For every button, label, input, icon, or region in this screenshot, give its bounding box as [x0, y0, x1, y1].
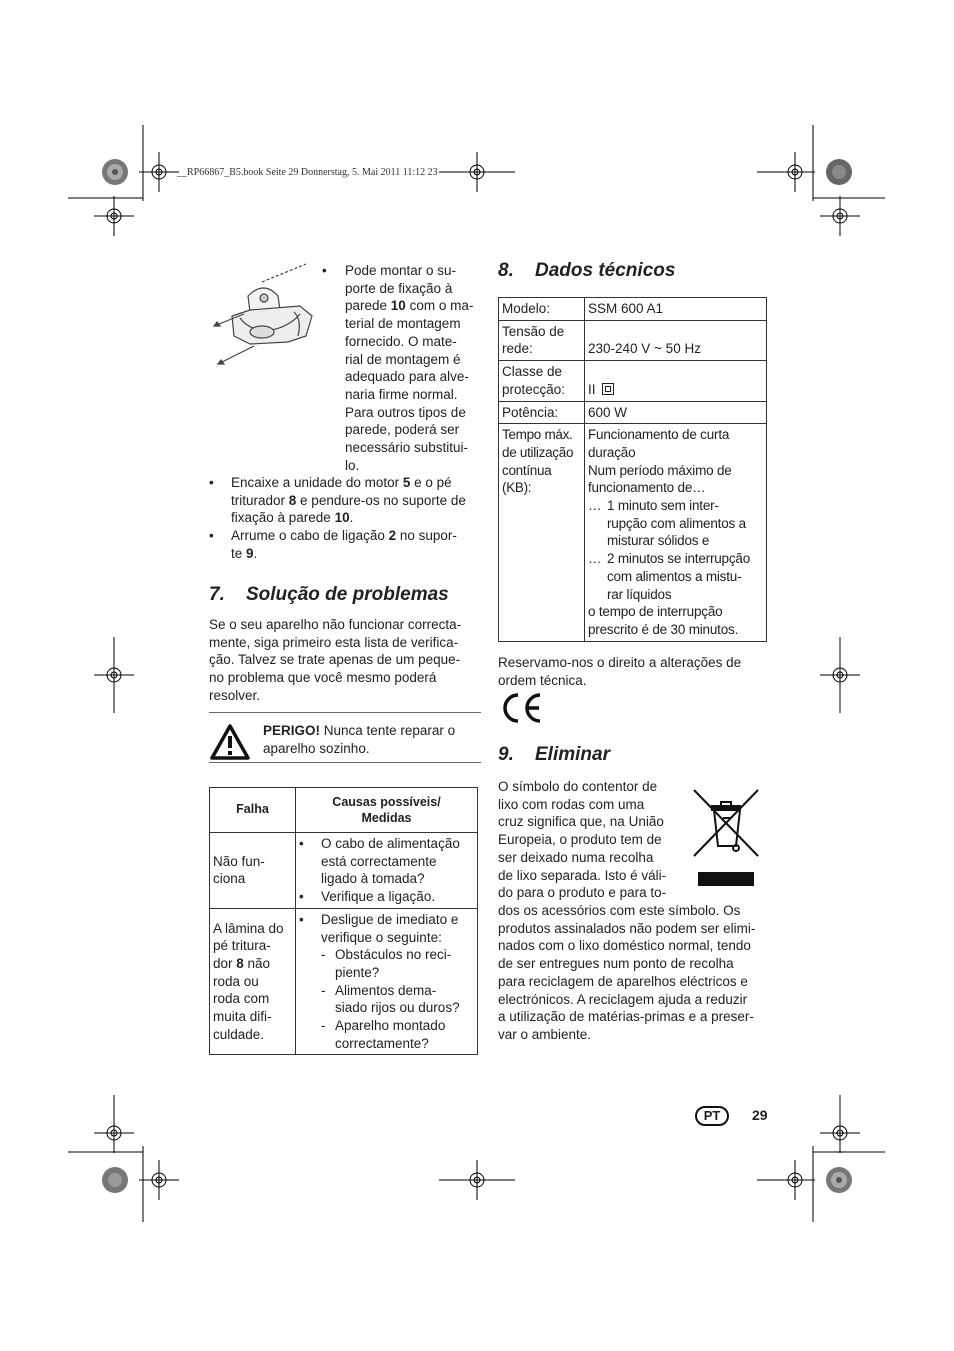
registration-mark-icon	[757, 1160, 815, 1200]
mount-bullet-1: • Pode montar o su- porte de fixação à parede 10 com o ma- terial de montagem fornecido. O mate- rial de montagem é adequado para alve- naria firme normal. Para outros tipos de parede, poderá ser necessário substitui- lo.	[322, 263, 474, 473]
column-header-causes: Causas possíveis/ Medidas	[296, 788, 478, 833]
row-1-fault: Não fun- ciona	[210, 833, 296, 909]
section-9-heading: 9. Eliminar	[498, 744, 610, 765]
table-row	[499, 361, 767, 401]
warning-triangle-icon	[210, 724, 250, 760]
color-wheel-icon	[826, 159, 852, 185]
ce-mark-icon	[499, 691, 545, 725]
section-8-heading: 8. Dados técnicos	[498, 260, 676, 281]
table-row	[499, 320, 767, 360]
print-header: __RP66867_B5.book Seite 29 Donnerstag, 5. Mai 2011 11:12 23	[177, 167, 438, 178]
registration-mark-icon	[757, 152, 815, 192]
table-row	[499, 424, 767, 641]
mount-bullet-3: • Arrume o cabo de ligação 2 no supor- te 9.	[209, 527, 484, 562]
language-badge: PT	[695, 1106, 729, 1126]
registration-mark-icon	[139, 152, 179, 192]
power-label: Potência:	[499, 401, 585, 424]
weee-bin-icon	[692, 788, 760, 888]
mount-bullets	[209, 474, 484, 563]
voltage-label: Tensão de rede:	[499, 320, 585, 360]
section-7-intro: Se o seu aparelho não funcionar correcta- mente, siga primeiro esta lista de verifica- ção. Talvez se trate apenas de um peque- no problema que você mesmo poderá resolver.	[209, 617, 462, 703]
technical-note: Reservamo-nos o direito a alterações de ordem técnica.	[498, 655, 742, 688]
model-value: SSM 600 A1	[585, 298, 767, 321]
registration-mark-icon	[439, 152, 515, 192]
color-wheel-icon	[102, 159, 128, 185]
table-row	[210, 833, 478, 909]
registration-mark-icon	[439, 1160, 515, 1200]
protection-class-ii-icon	[602, 383, 614, 395]
table-row	[499, 298, 767, 321]
protection-class-value: II	[585, 361, 767, 401]
model-label: Modelo:	[499, 298, 585, 321]
registration-mark-icon	[94, 637, 134, 713]
technical-data-table	[498, 297, 767, 642]
voltage-value: 230-240 V ~ 50 Hz	[585, 320, 767, 360]
duty-cycle-value: Funcionamento de curta duração Num período máximo de funcionamento de… … 1 minuto sem inter- rupção com alimentos a misturar sólidos e … 2 minutos se interrupção com alimentos a mistu- rar líquidos o tempo de interrupção prescrito é de 30 minutos.	[585, 424, 767, 641]
registration-mark-icon	[820, 196, 860, 236]
row-1-causes: • O cabo de alimentação está correctamente ligado à tomada? • Verifique a ligação.	[296, 833, 478, 909]
registration-mark-icon	[94, 196, 134, 236]
row-2-fault: A lâmina do pé tritura- dor 8 não roda ou roda com muita difi- culdade.	[210, 908, 296, 1055]
row-2-causes: • Desligue de imediato e verifique o seguinte: - Obstáculos no reci- piente? - Alimentos dema- siado rijos ou duros? - Aparelho montado correctamente?	[296, 908, 478, 1055]
page-number: 29	[752, 1107, 768, 1123]
table-row	[499, 401, 767, 424]
protection-class-label: Classe de protecção:	[499, 361, 585, 401]
warning-text: PERIGO! Nunca tente reparar o aparelho sozinho.	[263, 723, 456, 756]
wall-mount-illustration	[210, 260, 316, 370]
color-wheel-icon	[102, 1167, 128, 1193]
table-row	[210, 908, 478, 1055]
section-7-heading: 7. Solução de problemas	[209, 584, 449, 605]
section-9-text: dos os acessórios com este símbolo. Os produtos assinalados não podem ser elimi- nados com o lixo doméstico normal, tendo de ser entregues num ponto de recolha para reciclagem de aparelhos eléctricos e electrónicos. A reciclagem ajuda a reduzir a utilização de matérias-primas e a preser- var o ambiente.	[498, 903, 756, 1042]
color-wheel-icon	[826, 1167, 852, 1193]
registration-mark-icon	[820, 637, 860, 713]
power-value: 600 W	[585, 401, 767, 424]
column-header-fault: Falha	[210, 788, 296, 833]
mount-bullet-2: • Encaixe a unidade do motor 5 e o pé triturador 8 e pendure-os no suporte de fixação à parede 10.	[209, 474, 484, 527]
duty-cycle-label: Tempo máx. de utilização contínua (KB):	[499, 424, 585, 641]
registration-mark-icon	[94, 1095, 134, 1153]
warning-bottom-rule	[209, 762, 481, 763]
registration-mark-icon	[139, 1160, 179, 1200]
troubleshooting-table	[209, 787, 478, 1055]
table-header-row	[210, 788, 478, 833]
registration-mark-icon	[820, 1095, 860, 1153]
section-9-text-narrow: O símbolo do contentor de lixo com rodas com uma cruz significa que, na União Europeia, o produto tem de ser deixado numa recolha de lixo separada. Isto é váli- do para o produto e para to-	[498, 779, 667, 901]
warning-top-rule	[209, 712, 481, 713]
